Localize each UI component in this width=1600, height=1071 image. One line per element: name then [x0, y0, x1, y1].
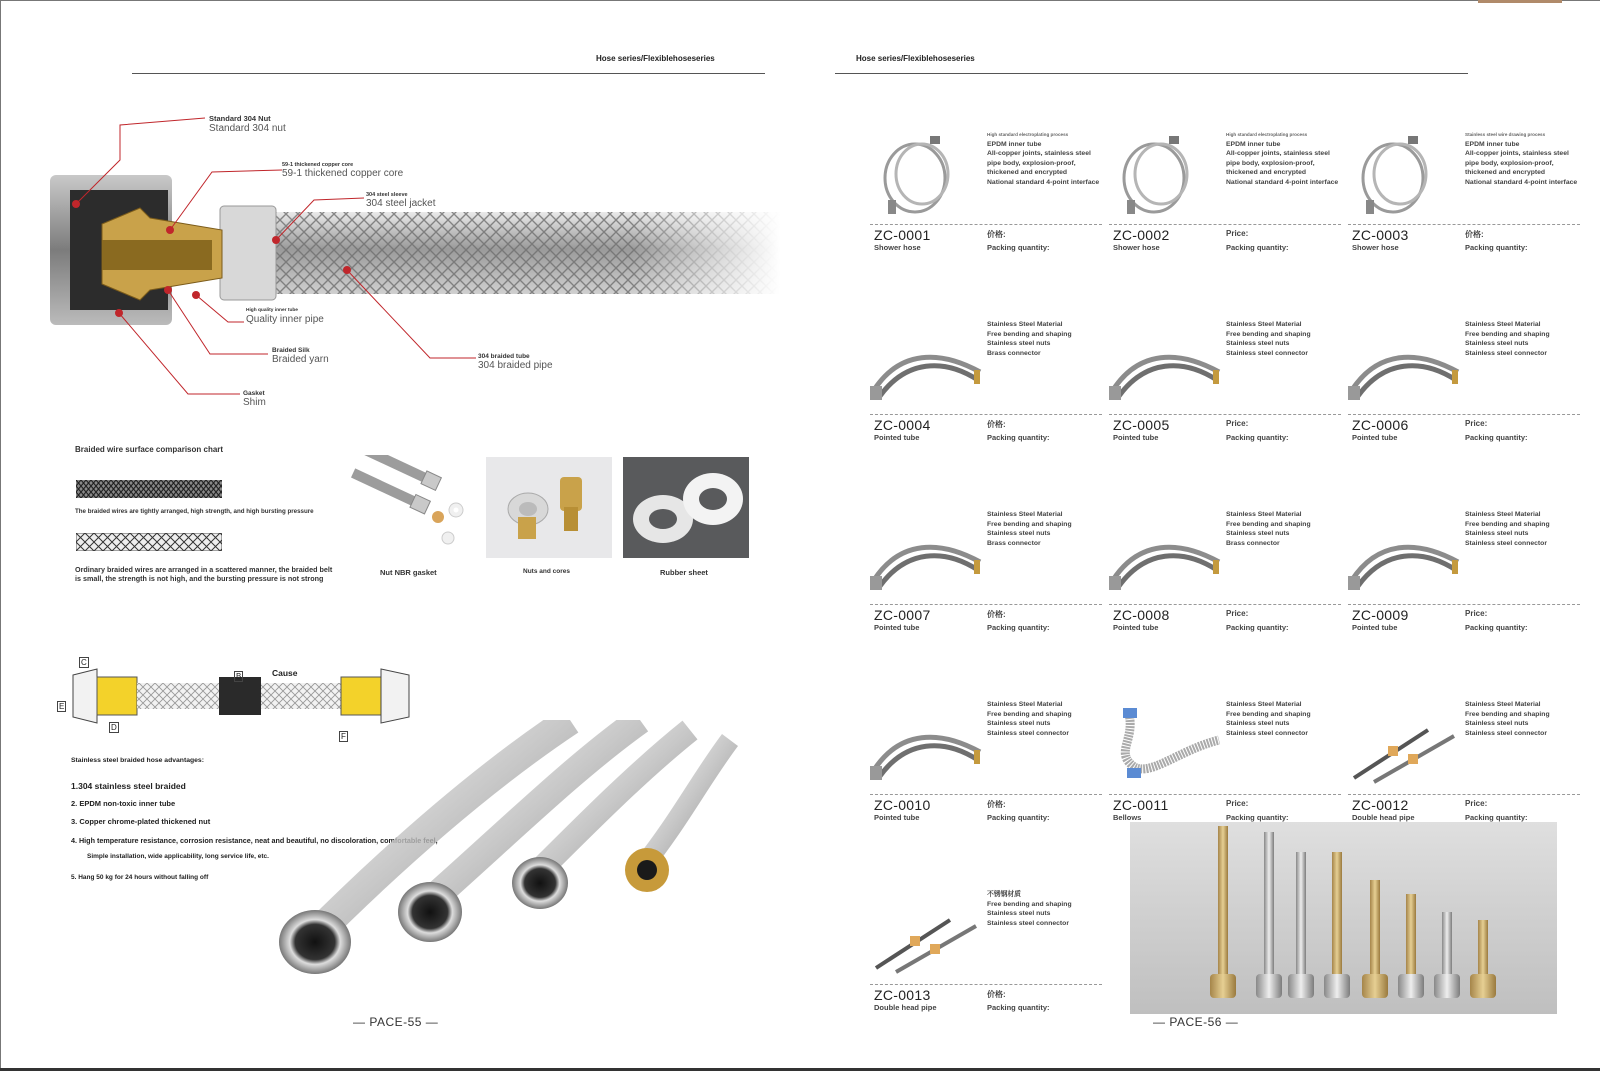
- spec-line: 不锈钢材质: [987, 891, 1021, 898]
- product-price-label: 价格:: [987, 610, 1006, 619]
- product-divider: [870, 604, 1102, 605]
- product-code: ZC-0002: [1113, 227, 1170, 243]
- product-type: Pointed tube: [1352, 433, 1398, 442]
- spec-line: All-copper joints, stainless steel pipe body, explosion-proof, thickened and encrypted: [1226, 150, 1330, 176]
- product-price-label: 价格:: [987, 420, 1006, 429]
- spec-line: Free bending and shaping: [1465, 710, 1550, 718]
- product-price-label: Price:: [1226, 229, 1249, 238]
- loose-braid-sample: [76, 533, 222, 551]
- product-card-zc-0004: [870, 320, 1102, 440]
- product-image: [1109, 700, 1224, 790]
- advantage-2: 2. EPDM non-toxic inner tube: [71, 799, 176, 808]
- product-packing-label: Packing quantity:: [1465, 433, 1528, 442]
- product-type: Pointed tube: [874, 623, 920, 632]
- product-code: ZC-0010: [874, 797, 931, 813]
- product-price-label: 价格:: [987, 800, 1006, 809]
- spec-line: All-copper joints, stainless steel pipe body, explosion-proof, thickened and encrypted: [987, 150, 1091, 176]
- product-divider: [870, 794, 1102, 795]
- spec-line: Stainless steel nuts: [987, 910, 1051, 917]
- product-type: Pointed tube: [874, 433, 920, 442]
- product-type: Bellows: [1113, 813, 1142, 822]
- spec-line: EPDM inner tube: [987, 140, 1042, 148]
- product-packing-label: Packing quantity:: [1226, 243, 1289, 252]
- spec-line: Brass connector: [987, 539, 1041, 547]
- callout-inner-tube-bold: High quality inner tube: [246, 308, 298, 313]
- product-spec: [987, 320, 1100, 358]
- spec-line: Free bending and shaping: [987, 330, 1072, 338]
- spec-line: Stainless steel connector: [987, 919, 1069, 927]
- product-type: Shower hose: [1352, 243, 1399, 252]
- loose-braid-text: Ordinary braided wires are arranged in a scattered manner, the braided belt is small, the strength is not high, and the bursting pressure is not strong: [75, 565, 333, 583]
- tight-braid-text: The braided wires are tightly arranged, high strength, and high bursting pressure: [75, 508, 314, 515]
- product-price-label: 价格:: [1465, 230, 1484, 239]
- product-card-zc-0002: [1109, 130, 1341, 250]
- spec-line: Stainless Steel Material: [1465, 701, 1541, 708]
- product-type: Shower hose: [874, 243, 921, 252]
- right-header: Hose series/Flexiblehoseseries: [856, 54, 975, 63]
- nuts-cores-photo: [486, 457, 612, 558]
- spec-line: Brass connector: [1226, 539, 1280, 547]
- product-spec: [1226, 510, 1339, 548]
- product-spec: [987, 890, 1100, 928]
- spec-line: Stainless Steel Material: [1465, 511, 1541, 518]
- product-spec: [1226, 700, 1339, 738]
- spec-line: Stainless steel connector: [1465, 349, 1547, 357]
- spec-line: Free bending and shaping: [987, 520, 1072, 528]
- photo-caption-nuts-cores: Nuts and cores: [523, 568, 570, 575]
- spec-line: Stainless steel nuts: [1465, 340, 1529, 347]
- product-spec: [1465, 320, 1578, 358]
- callout-braided-silk: [272, 347, 329, 365]
- product-price-label: 价格:: [987, 230, 1006, 239]
- product-spec: [1465, 510, 1578, 548]
- product-packing-label: Packing quantity:: [1465, 623, 1528, 632]
- product-price-label: Price:: [1465, 609, 1488, 618]
- callout-braided-tube: [478, 353, 553, 371]
- callout-braided-silk-bold: Braided Silk: [272, 347, 310, 354]
- diagram-letter-e: E: [59, 702, 65, 711]
- rubber-sheet-photo: [623, 457, 749, 558]
- product-code: ZC-0003: [1352, 227, 1409, 243]
- product-divider: [1348, 224, 1580, 225]
- spec-line: Stainless steel nuts: [1226, 340, 1290, 347]
- product-type: Shower hose: [1113, 243, 1160, 252]
- spec-line: EPDM inner tube: [1465, 140, 1520, 148]
- product-divider: [1348, 414, 1580, 415]
- product-type: Pointed tube: [1113, 623, 1159, 632]
- product-price-label: Price:: [1226, 799, 1249, 808]
- spec-line: National standard 4-point interface: [1226, 178, 1339, 186]
- product-image: [1348, 320, 1463, 410]
- product-divider: [1348, 604, 1580, 605]
- photo-caption-rubber-sheet: Rubber sheet: [660, 568, 708, 577]
- spec-line: All-copper joints, stainless steel pipe body, explosion-proof, thickened and encrypted: [1465, 150, 1569, 176]
- spec-line: Brass connector: [987, 349, 1041, 357]
- product-spec: [1465, 130, 1578, 187]
- product-packing-label: Packing quantity:: [987, 433, 1050, 442]
- callout-gasket-bold: Gasket: [243, 390, 265, 397]
- top-tab: [1478, 0, 1562, 3]
- right-header-rule: [835, 73, 1468, 74]
- spec-line: Stainless steel nuts: [987, 720, 1051, 727]
- callout-gasket-light: Shim: [243, 397, 266, 408]
- spec-line: Stainless steel connector: [1465, 729, 1547, 737]
- product-divider: [1348, 794, 1580, 795]
- product-packing-label: Packing quantity:: [987, 243, 1050, 252]
- advantage-5: 5. Hang 50 kg for 24 hours without falling off: [71, 874, 209, 881]
- product-card-zc-0001: [870, 130, 1102, 250]
- product-code: ZC-0012: [1352, 797, 1409, 813]
- spec-line: High standard electroplating process: [987, 132, 1069, 137]
- product-divider: [1109, 414, 1341, 415]
- spec-line: Stainless Steel Material: [1226, 321, 1302, 328]
- tight-braid-sample: [76, 480, 222, 498]
- product-code: ZC-0013: [874, 987, 931, 1003]
- spec-line: Stainless Steel Material: [987, 321, 1063, 328]
- product-divider: [1109, 224, 1341, 225]
- spec-line: Stainless steel connector: [1226, 729, 1308, 737]
- product-code: ZC-0011: [1113, 797, 1169, 813]
- product-card-zc-0010: [870, 700, 1102, 820]
- spec-line: National standard 4-point interface: [1465, 178, 1578, 186]
- spec-line: High standard electroplating process: [1226, 132, 1308, 137]
- spec-line: Stainless steel nuts: [987, 340, 1051, 347]
- product-price-label: Price:: [1465, 419, 1488, 428]
- callout-copper-core-light: 59-1 thickened copper core: [282, 168, 404, 179]
- spec-line: Free bending and shaping: [1226, 710, 1311, 718]
- spec-line: National standard 4-point interface: [987, 178, 1100, 186]
- product-packing-label: Packing quantity:: [1226, 813, 1289, 822]
- product-type: Double head pipe: [1352, 813, 1415, 822]
- product-card-zc-0008: [1109, 510, 1341, 630]
- right-page-number: — PACE-56 —: [1153, 1015, 1239, 1029]
- spec-line: Stainless steel connector: [987, 729, 1069, 737]
- product-image: [870, 890, 985, 980]
- product-card-zc-0003: [1348, 130, 1580, 250]
- product-spec: [1226, 130, 1339, 187]
- spec-line: Free bending and shaping: [987, 900, 1072, 908]
- diagram-letter-d: D: [111, 723, 117, 732]
- product-image: [1109, 320, 1224, 410]
- diagram-letter-c: C: [81, 658, 87, 667]
- product-card-zc-0013: [870, 890, 1102, 1010]
- spec-line: Stainless steel nuts: [1465, 530, 1529, 537]
- spec-line: Free bending and shaping: [1226, 520, 1311, 528]
- spec-line: Stainless Steel Material: [1465, 321, 1541, 328]
- product-price-label: Price:: [1226, 419, 1249, 428]
- product-spec: [987, 510, 1100, 548]
- comparison-title: Braided wire surface comparison chart: [75, 445, 224, 454]
- product-packing-label: Packing quantity:: [1226, 623, 1289, 632]
- spec-line: EPDM inner tube: [1226, 140, 1281, 148]
- product-spec: [1465, 700, 1578, 738]
- callout-nut: [209, 114, 286, 134]
- callout-copper-core: [282, 162, 403, 179]
- product-type: Pointed tube: [874, 813, 920, 822]
- left-header: Hose series/Flexiblehoseseries: [596, 54, 715, 63]
- connectors-photo: [1130, 822, 1557, 1014]
- spec-line: Stainless steel connector: [1465, 539, 1547, 547]
- product-divider: [1109, 604, 1341, 605]
- product-price-label: Price:: [1465, 799, 1488, 808]
- photo-caption-nut-gasket: Nut NBR gasket: [380, 568, 437, 577]
- diagram-letter-b: B: [236, 672, 242, 681]
- spec-line: Stainless Steel Material: [1226, 511, 1302, 518]
- product-packing-label: Packing quantity:: [1226, 433, 1289, 442]
- callout-steel-sleeve-light: 304 steel jacket: [366, 198, 436, 209]
- spec-line: Stainless steel nuts: [1226, 720, 1290, 727]
- product-card-zc-0006: [1348, 320, 1580, 440]
- product-packing-label: Packing quantity:: [987, 813, 1050, 822]
- product-code: ZC-0001: [874, 227, 931, 243]
- product-packing-label: Packing quantity:: [987, 1003, 1050, 1012]
- product-spec: [1226, 320, 1339, 358]
- callout-braided-silk-light: Braided yarn: [272, 354, 329, 365]
- product-image: [870, 700, 985, 790]
- product-image: [1109, 510, 1224, 600]
- callout-gasket: [243, 390, 266, 408]
- spec-line: Stainless steel nuts: [987, 530, 1051, 537]
- nut-gasket-photo: [348, 455, 474, 557]
- spec-line: Stainless steel wire drawing process: [1465, 132, 1546, 137]
- product-spec: [987, 700, 1100, 738]
- advantage-1: 1.304 stainless steel braided: [71, 781, 186, 791]
- advantages-title: Stainless steel braided hose advantages:: [71, 757, 204, 764]
- product-code: ZC-0005: [1113, 417, 1170, 433]
- callout-braided-tube-light: 304 braided pipe: [478, 360, 553, 371]
- hose-ends-photo: [270, 720, 760, 1005]
- spec-line: Free bending and shaping: [1465, 520, 1550, 528]
- product-image: [1348, 130, 1463, 220]
- spec-line: Free bending and shaping: [1226, 330, 1311, 338]
- callout-steel-sleeve-bold: 304 steel sleeve: [366, 192, 408, 198]
- product-price-label: Price:: [1226, 609, 1249, 618]
- spec-line: Stainless steel nuts: [1226, 530, 1290, 537]
- callout-nut-bold: Standard 304 Nut: [209, 114, 271, 123]
- callout-inner-tube: [246, 308, 324, 325]
- product-code: ZC-0007: [874, 607, 931, 623]
- callout-braided-tube-bold: 304 braided tube: [478, 353, 530, 360]
- left-page-number: — PACE-55 —: [353, 1015, 439, 1029]
- product-code: ZC-0006: [1352, 417, 1409, 433]
- product-divider: [870, 984, 1102, 985]
- product-divider: [870, 224, 1102, 225]
- callout-copper-core-bold: 59-1 thickened copper core: [282, 162, 354, 168]
- product-packing-label: Packing quantity:: [1465, 813, 1528, 822]
- product-packing-label: Packing quantity:: [987, 623, 1050, 632]
- product-type: Pointed tube: [1113, 433, 1159, 442]
- spec-line: Stainless Steel Material: [987, 701, 1063, 708]
- spec-line: Stainless Steel Material: [1226, 701, 1302, 708]
- advantage-4-cont: Simple installation, wide applicability, long service life, etc.: [87, 853, 269, 860]
- product-image: [870, 510, 985, 600]
- product-image: [1348, 700, 1463, 790]
- product-divider: [1109, 794, 1341, 795]
- spec-line: Stainless steel connector: [1226, 349, 1308, 357]
- product-code: ZC-0004: [874, 417, 931, 433]
- product-packing-label: Packing quantity:: [1465, 243, 1528, 252]
- product-price-label: 价格:: [987, 990, 1006, 999]
- product-card-zc-0005: [1109, 320, 1341, 440]
- product-card-zc-0012: [1348, 700, 1580, 820]
- product-type: Pointed tube: [1352, 623, 1398, 632]
- product-divider: [870, 414, 1102, 415]
- product-code: ZC-0009: [1352, 607, 1409, 623]
- callout-steel-sleeve: [366, 192, 436, 209]
- product-code: ZC-0008: [1113, 607, 1170, 623]
- advantage-3: 3. Copper chrome-plated thickened nut: [71, 817, 211, 826]
- product-image: [870, 130, 985, 220]
- product-card-zc-0007: [870, 510, 1102, 630]
- product-image: [1109, 130, 1224, 220]
- product-image: [1348, 510, 1463, 600]
- product-card-zc-0009: [1348, 510, 1580, 630]
- callout-nut-light: Standard 304 nut: [209, 123, 286, 134]
- advantage-4: 4. High temperature resistance, corrosion resistance, neat and beautiful, no discoloration, comfortable feel,: [71, 836, 438, 845]
- callout-inner-tube-light: Quality inner pipe: [246, 314, 324, 325]
- spec-line: Stainless steel nuts: [1465, 720, 1529, 727]
- spec-line: Free bending and shaping: [1465, 330, 1550, 338]
- product-card-zc-0011: [1109, 700, 1341, 820]
- spec-line: Free bending and shaping: [987, 710, 1072, 718]
- diagram-cause: Cause: [272, 668, 298, 678]
- product-spec: [987, 130, 1100, 187]
- spec-line: Stainless Steel Material: [987, 511, 1063, 518]
- product-image: [870, 320, 985, 410]
- product-type: Double head pipe: [874, 1003, 937, 1012]
- diagram-letter-f: F: [341, 732, 346, 741]
